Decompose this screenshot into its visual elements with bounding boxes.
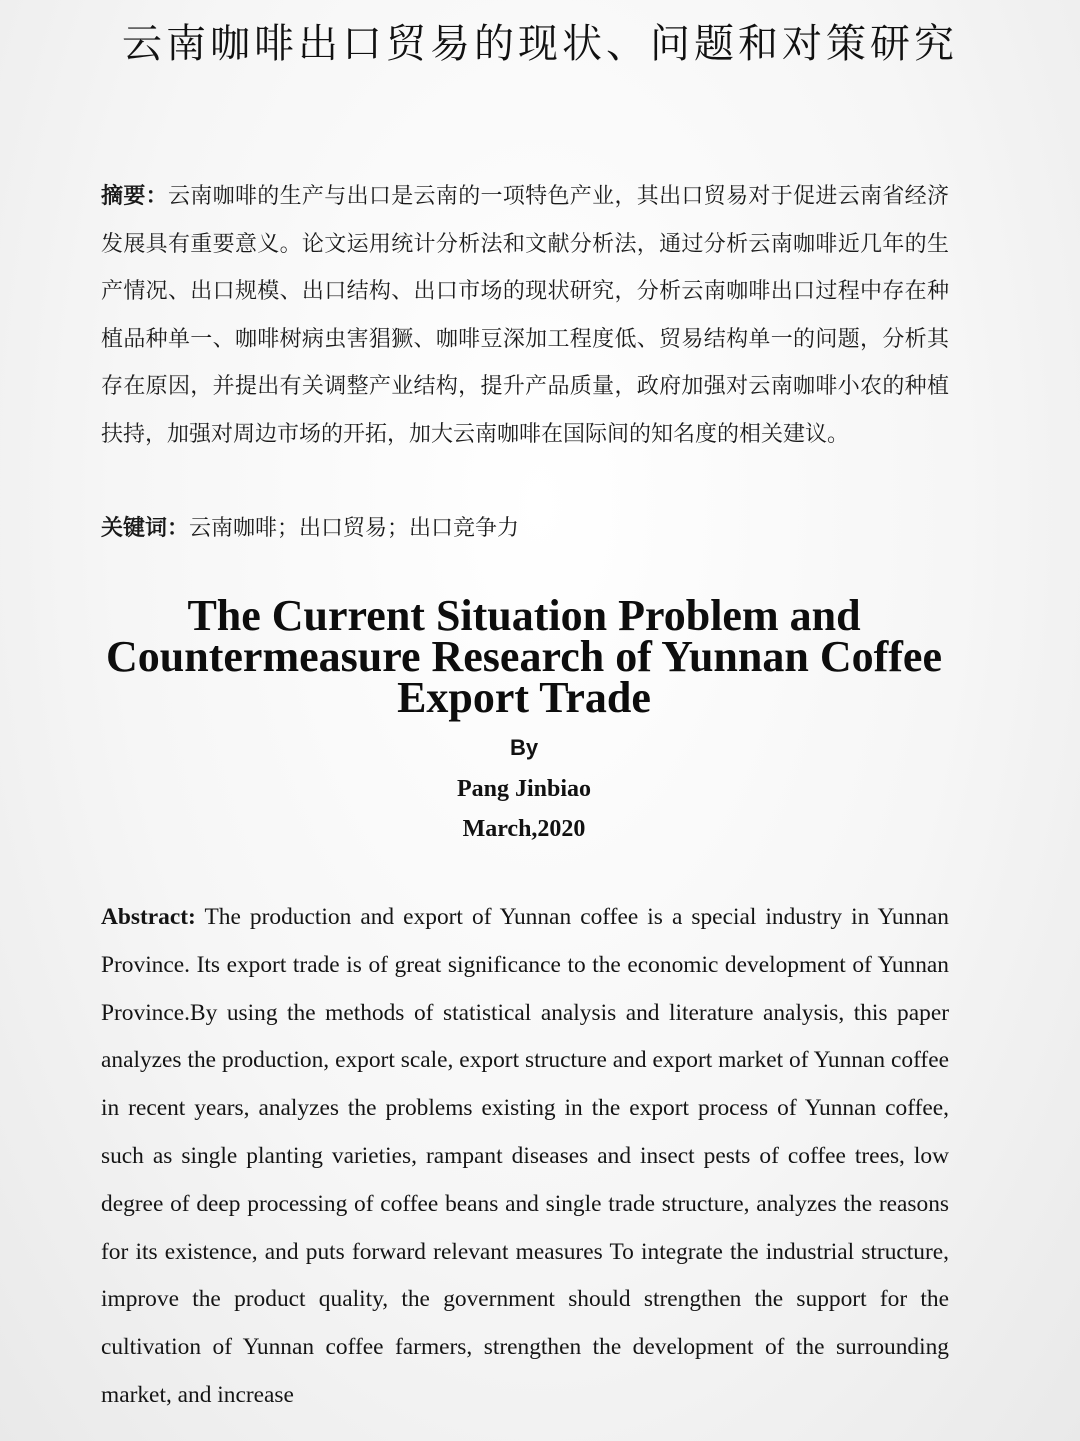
chinese-abstract-text: 云南咖啡的生产与出口是云南的一项特色产业，其出口贸易对于促进云南省经济发展具有重要意义。论文运用统计分析法和文献分析法，通过分析云南咖啡近几年的生产情况、出口规模、出口结构、出口市场的现状研究，分析云南咖啡出口过程中存在种植品种单一、咖啡树病虫害猖獗、咖啡豆深加工程度低、贸易结构单一的问题，分析其存在原因，并提出有关调整产业结构，提升产品质量，政府加强对云南咖啡小农的种植扶持，加强对周边市场的开拓，加大云南咖啡在国际间的知名度的相关建议。 <box>101 184 949 447</box>
english-abstract-label: Abstract: <box>101 904 196 930</box>
chinese-keywords-label: 关键词： <box>101 516 190 541</box>
chinese-title: 云南咖啡出口贸易的现状、问题和对策研究 <box>122 21 958 67</box>
publication-date: March,2020 <box>462 816 586 842</box>
english-title: The Current Situation Problem and Countermeasure Research of Yunnan Coffee Export Trade <box>106 591 942 722</box>
chinese-abstract <box>101 173 949 458</box>
author-name: Pang Jinbiao <box>456 776 592 802</box>
english-abstract <box>101 894 949 1414</box>
chinese-keywords <box>101 505 949 552</box>
english-abstract-text: The production and export of Yunnan coffee is a special industry in Yunnan Province. Its export trade is of great significance to the economic development of Yunnan Province.By using the methods of statistical analysis and literature analysis, this paper analyzes the production, export scale, export structure and export market of Yunnan coffee in recent years, analyzes the problems existing in the export process of Yunnan coffee, such as single planting varieties, rampant diseases and insect pests of coffee trees, low degree of deep processing of coffee beans and single trade structure, analyzes the reasons for its existence, and puts forward relevant measures To integrate the industrial structure, improve the product quality, the government should strengthen the support for the cultivation of Yunnan coffee farmers, strengthen the development of the surrounding market, and increase <box>101 904 949 1408</box>
chinese-abstract-label: 摘要： <box>101 184 168 209</box>
chinese-keywords-text: 云南咖啡；出口贸易；出口竞争力 <box>189 516 520 541</box>
by-line: By <box>509 735 539 760</box>
